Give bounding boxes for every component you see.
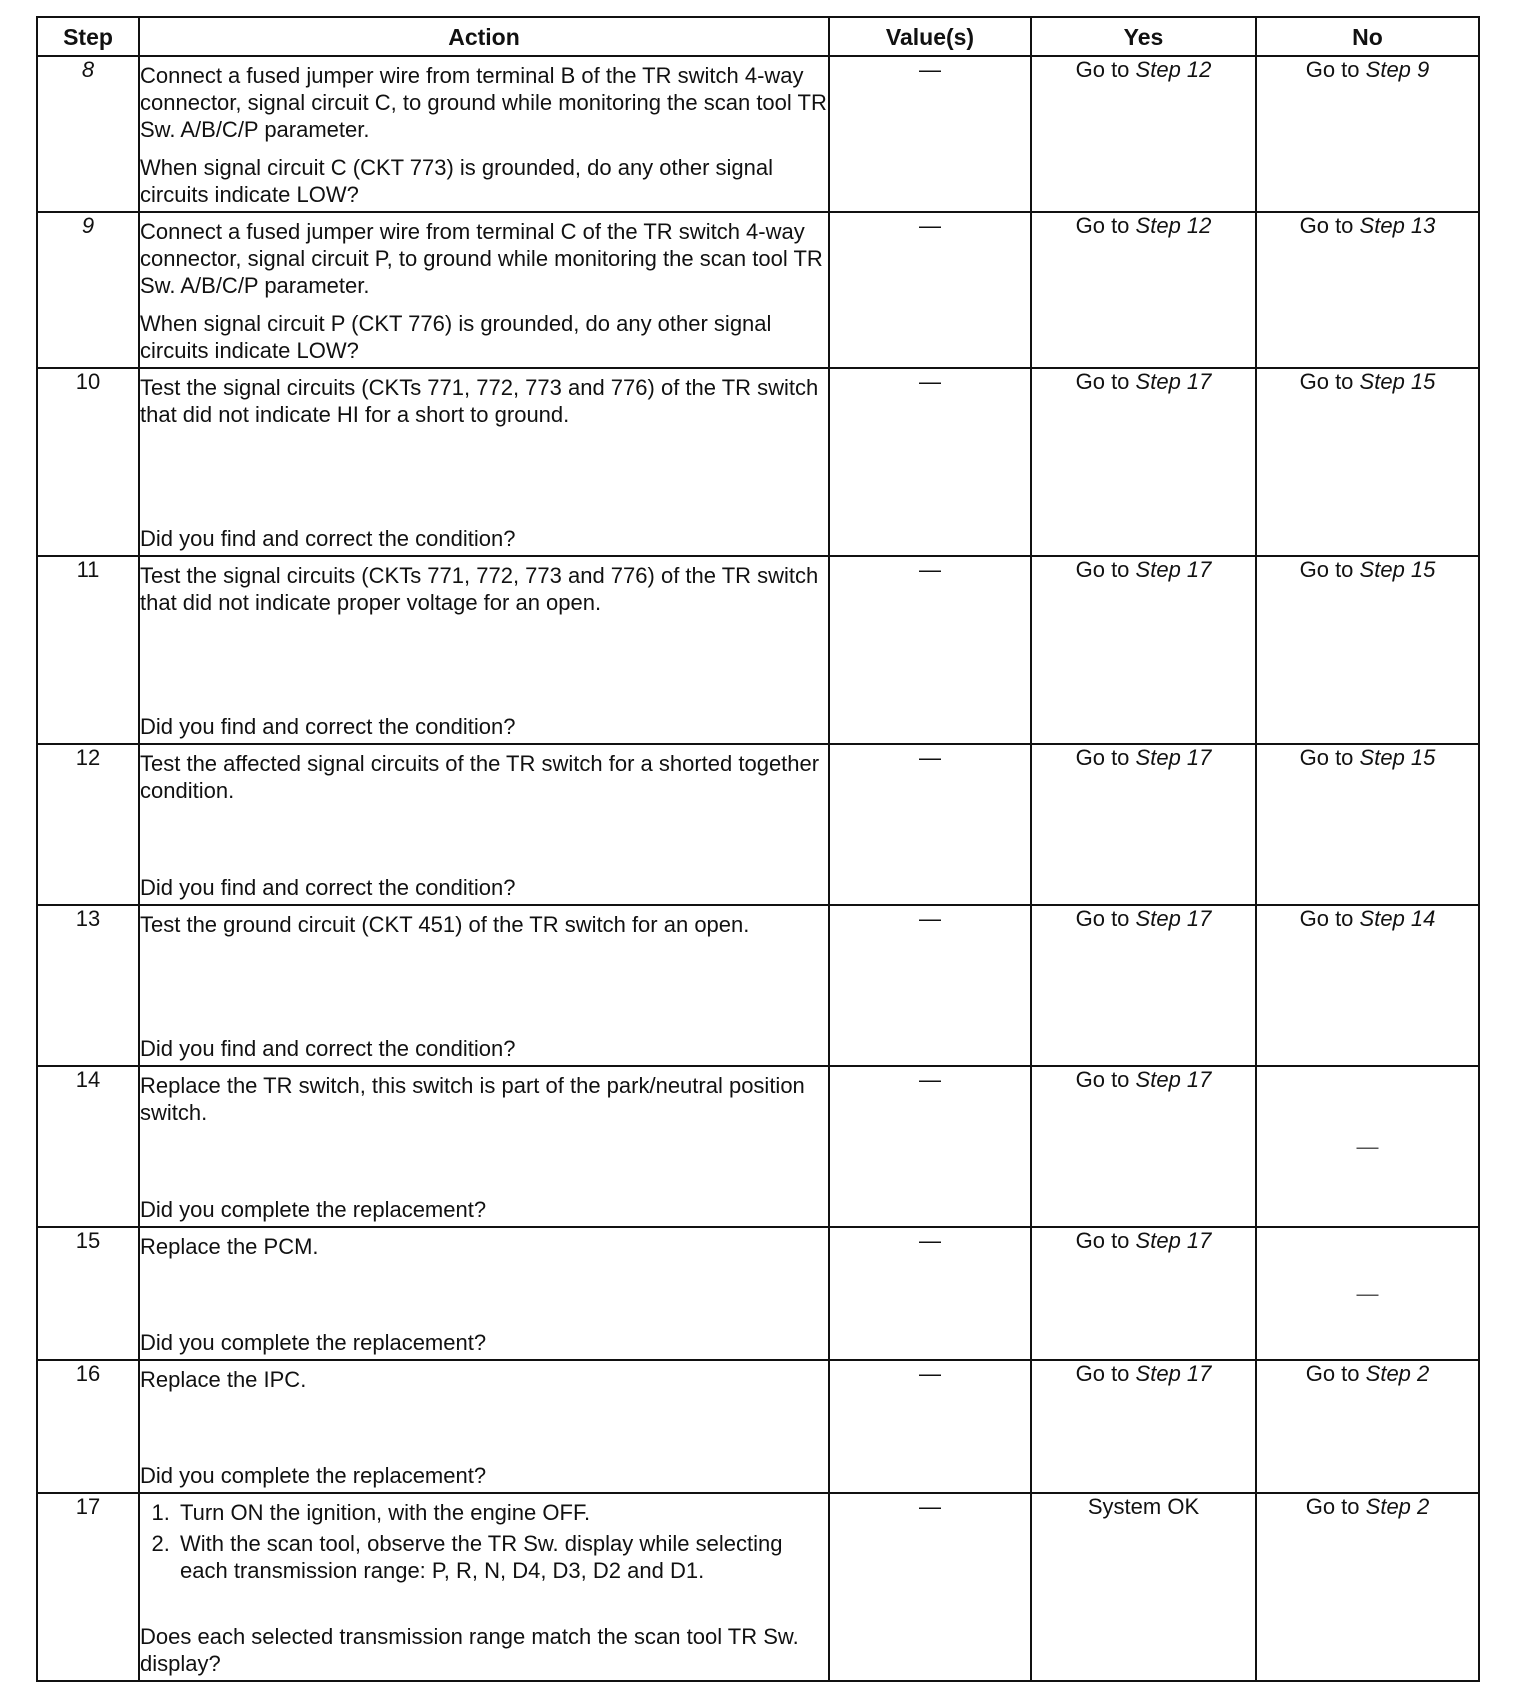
yes-cell: [1031, 368, 1256, 556]
yes-prefix: Go to: [1075, 57, 1130, 82]
value-cell: —: [829, 212, 1031, 368]
table-header-row: [37, 17, 1479, 56]
diagnostic-table-sheet: [36, 16, 1478, 1682]
action-question: Did you find and correct the condition?: [140, 1036, 516, 1061]
step-number: 12: [37, 744, 139, 905]
action-step-item: 2. With the scan tool, observe the TR Sw. display while selecting each transmission range: P, R, N, D4, D3, D2 and D1.: [176, 1530, 828, 1584]
step-number: 14: [37, 1066, 139, 1227]
yes-step-link[interactable]: Step 17: [1135, 369, 1212, 394]
action-step-list: [140, 1499, 828, 1588]
value-cell: —: [829, 368, 1031, 556]
action-text: Test the ground circuit (CKT 451) of the TR switch for an open.: [140, 912, 750, 937]
action-question: Did you complete the replacement?: [140, 1463, 487, 1488]
yes-cell: [1031, 212, 1256, 368]
no-prefix: Go to: [1299, 906, 1354, 931]
action-question: Did you complete the replacement?: [140, 1330, 487, 1355]
action-question: Did you find and correct the condition?: [140, 714, 516, 739]
no-step-link[interactable]: Step 15: [1359, 745, 1436, 770]
yes-step-link[interactable]: Step 17: [1135, 745, 1212, 770]
yes-prefix: Go to: [1075, 1067, 1130, 1092]
action-cell: [139, 212, 829, 368]
yes-cell: [1031, 744, 1256, 905]
diagnostic-table: [36, 16, 1480, 1682]
yes-step-link[interactable]: Step 12: [1135, 57, 1212, 82]
yes-cell: [1031, 56, 1256, 212]
table-row: [37, 905, 1479, 1066]
step-number: 8: [37, 56, 139, 212]
action-cell: [139, 56, 829, 212]
no-cell: [1256, 744, 1479, 905]
yes-step-link[interactable]: Step 12: [1135, 213, 1212, 238]
step-number: 10: [37, 368, 139, 556]
yes-cell: [1031, 1066, 1256, 1227]
no-step-link[interactable]: Step 2: [1365, 1361, 1430, 1386]
action-question: Does each selected transmission range match the scan tool TR Sw. display?: [140, 1624, 799, 1676]
no-cell: [1256, 556, 1479, 744]
no-cell: [1256, 905, 1479, 1066]
value-cell: —: [829, 1066, 1031, 1227]
no-cell: —: [1256, 1227, 1479, 1360]
table-row: [37, 1227, 1479, 1360]
table-row: [37, 56, 1479, 212]
action-text: Replace the TR switch, this switch is part of the park/neutral position switch.: [140, 1073, 805, 1125]
no-step-link[interactable]: Step 2: [1365, 1494, 1430, 1519]
action-cell: [139, 744, 829, 905]
action-question: Did you find and correct the condition?: [140, 526, 516, 551]
yes-cell: [1031, 905, 1256, 1066]
no-cell: [1256, 212, 1479, 368]
header-yes: Yes: [1031, 17, 1256, 56]
yes-cell: [1031, 556, 1256, 744]
step-number: 16: [37, 1360, 139, 1493]
no-cell: [1256, 368, 1479, 556]
action-text: Test the signal circuits (CKTs 771, 772, 773 and 776) of the TR switch that did not indicate HI for a short to ground.: [140, 375, 819, 427]
no-prefix: Go to: [1299, 369, 1354, 394]
yes-prefix: Go to: [1075, 745, 1130, 770]
table-row: [37, 744, 1479, 905]
table-row: [37, 1493, 1479, 1681]
action-cell: [139, 1360, 829, 1493]
no-step-link[interactable]: Step 13: [1359, 213, 1436, 238]
no-cell: [1256, 1493, 1479, 1681]
action-question: When signal circuit P (CKT 776) is grounded, do any other signal circuits indicate LOW?: [140, 311, 772, 363]
table-row: [37, 1360, 1479, 1493]
action-text: Test the affected signal circuits of the TR switch for a shorted together condition.: [140, 751, 820, 803]
action-question: When signal circuit C (CKT 773) is grounded, do any other signal circuits indicate LOW?: [140, 155, 774, 207]
value-cell: —: [829, 56, 1031, 212]
action-cell: [139, 556, 829, 744]
table-row: [37, 556, 1479, 744]
yes-prefix: Go to: [1075, 369, 1130, 394]
no-step-link[interactable]: Step 9: [1365, 57, 1430, 82]
no-prefix: Go to: [1305, 1361, 1360, 1386]
action-text: Test the signal circuits (CKTs 771, 772, 773 and 776) of the TR switch that did not indicate proper voltage for an open.: [140, 563, 819, 615]
action-text: Replace the PCM.: [140, 1234, 319, 1259]
action-cell: [139, 1227, 829, 1360]
yes-prefix: Go to: [1075, 906, 1130, 931]
value-cell: —: [829, 744, 1031, 905]
action-text: Replace the IPC.: [140, 1367, 307, 1392]
action-step-item: 1. Turn ON the ignition, with the engine OFF.: [176, 1499, 828, 1526]
value-cell: —: [829, 1493, 1031, 1681]
no-cell: [1256, 56, 1479, 212]
header-step: Step: [37, 17, 139, 56]
step-number: 11: [37, 556, 139, 744]
no-cell: —: [1256, 1066, 1479, 1227]
table-row: [37, 212, 1479, 368]
yes-step-link[interactable]: Step 17: [1135, 1067, 1212, 1092]
yes-prefix: Go to: [1075, 1228, 1130, 1253]
yes-cell: [1031, 1227, 1256, 1360]
action-text: Connect a fused jumper wire from terminal C of the TR switch 4-way connector, signal circuit P, to ground while monitoring the scan tool TR Sw. A/B/C/P parameter.: [140, 219, 823, 298]
action-question: Did you complete the replacement?: [140, 1197, 487, 1222]
yes-cell: [1031, 1360, 1256, 1493]
action-text: Connect a fused jumper wire from terminal B of the TR switch 4-way connector, signal circuit C, to ground while monitoring the scan tool TR Sw. A/B/C/P parameter.: [140, 63, 827, 142]
step-number: 9: [37, 212, 139, 368]
action-cell: [139, 1493, 829, 1681]
action-cell: [139, 1066, 829, 1227]
yes-step-link[interactable]: Step 17: [1135, 1361, 1212, 1386]
step-number: 13: [37, 905, 139, 1066]
yes-step-link[interactable]: Step 17: [1135, 1228, 1212, 1253]
no-prefix: Go to: [1299, 213, 1354, 238]
step-number: 17: [37, 1493, 139, 1681]
action-cell: [139, 905, 829, 1066]
yes-cell: System OK: [1031, 1493, 1256, 1681]
yes-prefix: Go to: [1075, 557, 1130, 582]
table-row: [37, 1066, 1479, 1227]
yes-step-link[interactable]: Step 17: [1135, 557, 1212, 582]
no-prefix: Go to: [1305, 1494, 1360, 1519]
no-cell: [1256, 1360, 1479, 1493]
header-action: Action: [139, 17, 829, 56]
value-cell: —: [829, 905, 1031, 1066]
action-question: Did you find and correct the condition?: [140, 875, 516, 900]
yes-prefix: Go to: [1075, 1361, 1130, 1386]
no-step-link[interactable]: Step 14: [1359, 906, 1436, 931]
value-cell: —: [829, 1227, 1031, 1360]
no-prefix: Go to: [1305, 57, 1360, 82]
value-cell: —: [829, 1360, 1031, 1493]
no-prefix: Go to: [1299, 557, 1354, 582]
yes-step-link[interactable]: Step 17: [1135, 906, 1212, 931]
table-row: [37, 368, 1479, 556]
header-no: No: [1256, 17, 1479, 56]
no-prefix: Go to: [1299, 745, 1354, 770]
no-step-link[interactable]: Step 15: [1359, 557, 1436, 582]
yes-prefix: Go to: [1075, 213, 1130, 238]
header-values: Value(s): [829, 17, 1031, 56]
value-cell: —: [829, 556, 1031, 744]
no-step-link[interactable]: Step 15: [1359, 369, 1436, 394]
action-cell: [139, 368, 829, 556]
step-number: 15: [37, 1227, 139, 1360]
